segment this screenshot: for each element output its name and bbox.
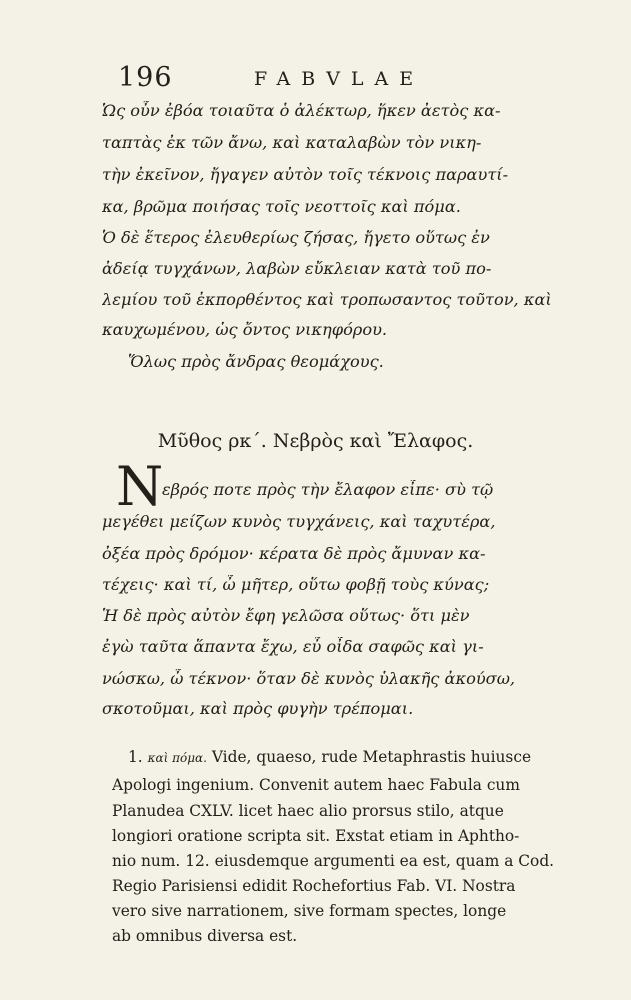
running-title: FABVLAE [254,68,425,90]
footnote-text-1: Vide, quaeso, rude Metaphrastis huiusce [211,748,532,766]
page-header [118,62,598,96]
footnote-line-6: Regio Parisiensi edidit Rochefortius Fab. VI. Nostra [112,877,516,895]
footnote-marker: 1. [128,748,143,766]
footnote-line-5: nio num. 12. eiusdemque argumenti ea est, quam a Cod. [112,852,555,870]
footnote-line-1 [128,748,604,766]
prev-fable-line-6: ἀδείᾳ τυγχάνων, λαβὼν εὔκλειαν κατὰ τοῦ πο- [102,259,492,278]
fable-line-8: σκοτοῦμαι, καὶ πρὸς φυγὴν τρέπομαι. [102,699,414,718]
prev-fable-moral: Ὅλως πρὸς ἄνδρας θεομάχους. [128,352,384,371]
footnote-line-7: vero sive narrationem, sive formam spectes, longe [112,902,507,920]
footnote-line-8: ab omnibus diversa est. [112,927,298,945]
fable-title: Μῦθος ρκ΄. Νεβρὸς καὶ Ἔλαφος. [157,430,474,452]
footnote-line-4: longiori oratione scripta sit. Exstat etiam in Aphtho- [112,827,520,845]
fable-line-2: μεγέθει μείζων κυνὸς τυγχάνεις, καὶ ταχυτέρα, [102,512,496,531]
fable-line-4: τέχεις· καὶ τί, ὦ μῆτερ, οὕτω φοβῇ τοὺς κύνας; [102,575,490,594]
page-number: 196 [118,62,173,93]
footnote-greek-ref: καὶ πόμα. [147,751,207,765]
fable-line-6: ἐγὼ ταῦτα ἅπαντα ἔχω, εὖ οἶδα σαφῶς καὶ γι- [102,637,484,656]
prev-fable-line-8: καυχωμένου, ὡς ὄντος νικηφόρου. [102,320,388,339]
fable-line-3: ὀξέα πρὸς δρόμον· κέρατα δὲ πρὸς ἄμυναν κα- [102,544,486,563]
prev-fable-line-4: κα, βρῶμα ποιήσας τοῖς νεοττοῖς καὶ πόμα. [102,197,461,216]
fable-line-5: Ἡ δὲ πρὸς αὐτὸν ἔφη γελῶσα οὕτως· ὅτι μὲν [102,606,470,625]
prev-fable-line-1: Ὡς οὖν ἐβόα τοιαῦτα ὁ ἀλέκτωρ, ἥκεν ἀετὸς κα- [102,101,501,120]
fable-line-7: νώσκω, ὦ τέκνον· ὅταν δὲ κυνὸς ὑλακῆς ἀκούσω, [102,669,516,688]
footnote-line-2: Apologi ingenium. Convenit autem haec Fabula cum [112,776,520,794]
fable-line-1: εβρός ποτε πρὸς τὴν ἔλαφον εἶπε· σὺ τῷ [162,480,494,499]
footnote-line-3: Planudea CXLV. licet haec alio prorsus stilo, atque [112,802,504,820]
drop-cap: N [116,455,164,518]
prev-fable-line-5: Ὁ δὲ ἕτερος ἐλευθερίως ζήσας, ἤγετο οὕτως ἐν [102,228,490,247]
prev-fable-line-7: λεμίου τοῦ ἐκπορθέντος καὶ τροπωσαντος τοῦτον, καὶ [102,290,552,309]
prev-fable-line-3: τὴν ἐκεῖνον, ἤγαγεν αὐτὸν τοῖς τέκνοις παραυτί- [102,165,509,184]
prev-fable-line-2: ταπτὰς ἐκ τῶν ἄνω, καὶ καταλαβὼν τὸν νικη- [102,133,482,152]
